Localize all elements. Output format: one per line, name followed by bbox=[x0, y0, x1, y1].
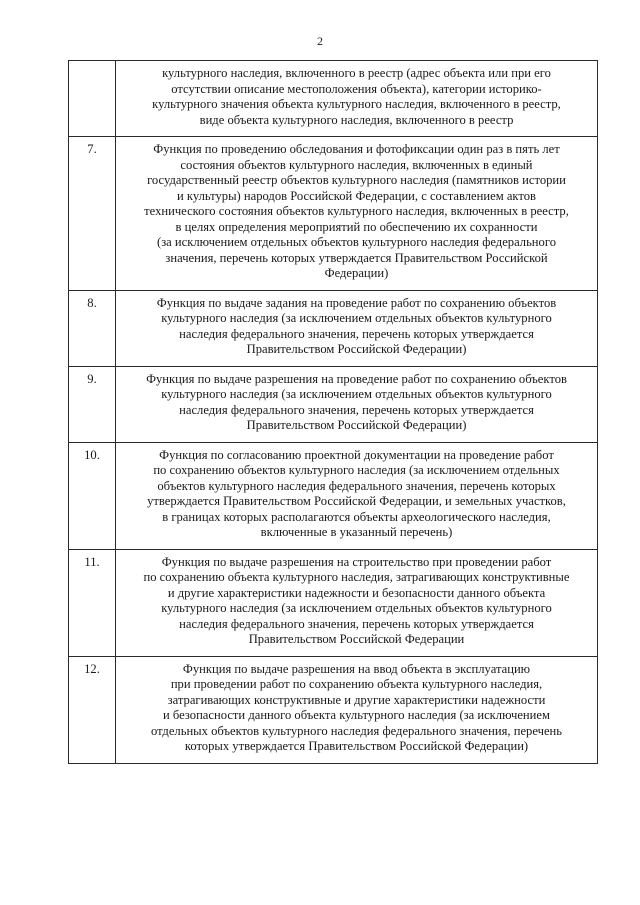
table-row bbox=[69, 290, 598, 366]
description-line: Функция по выдаче разрешения на проведение работ по сохранению объектов bbox=[146, 371, 567, 386]
description-line: Функция по выдаче задания на проведение работ по сохранению объектов bbox=[156, 295, 557, 310]
functions-table bbox=[68, 60, 598, 764]
description-line: Функция по выдаче разрешения на ввод объекта в эксплуатацию bbox=[182, 661, 531, 676]
row-number: 7. bbox=[69, 137, 116, 291]
function-description bbox=[116, 656, 598, 763]
function-description bbox=[116, 366, 598, 442]
description-line: культурного наследия (за исключением отдельных объектов культурного bbox=[161, 311, 552, 325]
row-number: 10. bbox=[69, 442, 116, 549]
description-line: государственный реестр объектов культурного наследия (памятников истории bbox=[147, 173, 566, 187]
description-line: по сохранению объектов культурного наследия (за исключением отдельных bbox=[153, 463, 560, 477]
description-line: объектов культурного наследия федерального значения, перечень которых bbox=[157, 478, 556, 493]
row-number: 9. bbox=[69, 366, 116, 442]
description-line: утверждается Правительством Российской Федерации, и земельных участков, bbox=[147, 494, 566, 508]
table-row bbox=[69, 656, 598, 763]
description-line: при проведении работ по сохранению объекта культурного наследия, bbox=[170, 677, 543, 691]
description-line: и культуры) народов Российской Федерации, с составлением актов bbox=[177, 188, 536, 203]
description-line: в целях определения мероприятий по обеспечению их сохранности bbox=[175, 219, 538, 234]
description-line: наследия федерального значения, перечень которых утверждается bbox=[179, 402, 534, 417]
function-description bbox=[116, 549, 598, 656]
description-line: (за исключением отдельных объектов культурного наследия федерального bbox=[157, 235, 556, 249]
page-number: 2 bbox=[317, 34, 323, 48]
table-row bbox=[69, 61, 598, 137]
description-line: отсутствии описание местоположения объекта), категории историко- bbox=[171, 81, 542, 96]
description-line: наследия федерального значения, перечень которых утверждается bbox=[179, 616, 534, 631]
table-row bbox=[69, 549, 598, 656]
description-line: Правительством Российской Федерации bbox=[248, 632, 465, 646]
function-description bbox=[116, 137, 598, 291]
description-line: Правительством Российской Федерации) bbox=[246, 342, 467, 356]
description-line: состояния объектов культурного наследия, включенных в единый bbox=[180, 157, 533, 172]
description-line: отдельных объектов культурного наследия федерального значения, перечень bbox=[150, 723, 563, 738]
description-line: культурного наследия (за исключением отдельных объектов культурного bbox=[161, 387, 552, 401]
description-line: Функция по выдаче разрешения на строительство при проведении работ bbox=[161, 554, 552, 569]
description-line: в границах которых располагаются объекты археологического наследия, bbox=[162, 509, 551, 524]
description-line: и другие характеристики надежности и безопасности данного объекта bbox=[167, 585, 546, 600]
description-line: культурного наследия (за исключением отдельных объектов культурного bbox=[161, 601, 552, 615]
description-line: Функция по согласованию проектной документации на проведение работ bbox=[159, 447, 554, 462]
row-number: 12. bbox=[69, 656, 116, 763]
description-line: затрагивающих конструктивные и другие характеристики надежности bbox=[167, 692, 546, 707]
row-number: 11. bbox=[69, 549, 116, 656]
description-line: культурного наследия, включенного в реестр (адрес объекта или при его bbox=[162, 66, 551, 80]
description-line: Правительством Российской Федерации) bbox=[246, 418, 467, 432]
table-body bbox=[69, 61, 598, 764]
table-row bbox=[69, 442, 598, 549]
description-line: технического состояния объектов культурного наследия, включенных в реестр, bbox=[144, 204, 569, 218]
description-line: культурного значения объекта культурного наследия, включенного в реестр, bbox=[152, 97, 561, 111]
description-line: включенные в указанный перечень) bbox=[260, 525, 453, 539]
description-line: по сохранению объекта культурного наследия, затрагивающих конструктивные bbox=[143, 570, 570, 584]
description-line: виде объекта культурного наследия, включенного в реестр bbox=[199, 112, 514, 127]
description-line: и безопасности данного объекта культурного наследия (за исключением bbox=[163, 708, 550, 722]
function-description bbox=[116, 290, 598, 366]
table-row bbox=[69, 366, 598, 442]
table-row bbox=[69, 137, 598, 291]
description-line: наследия федерального значения, перечень которых утверждается bbox=[179, 326, 534, 341]
description-line: Функция по проведению обследования и фотофиксации один раз в пять лет bbox=[153, 142, 560, 156]
function-description bbox=[116, 442, 598, 549]
description-line: значения, перечень которых утверждается Правительством Российской bbox=[165, 250, 548, 265]
row-number bbox=[69, 61, 116, 137]
description-line: которых утверждается Правительством Российской Федерации) bbox=[184, 739, 529, 753]
description-line: Федерации) bbox=[324, 266, 389, 280]
function-description bbox=[116, 61, 598, 137]
row-number: 8. bbox=[69, 290, 116, 366]
